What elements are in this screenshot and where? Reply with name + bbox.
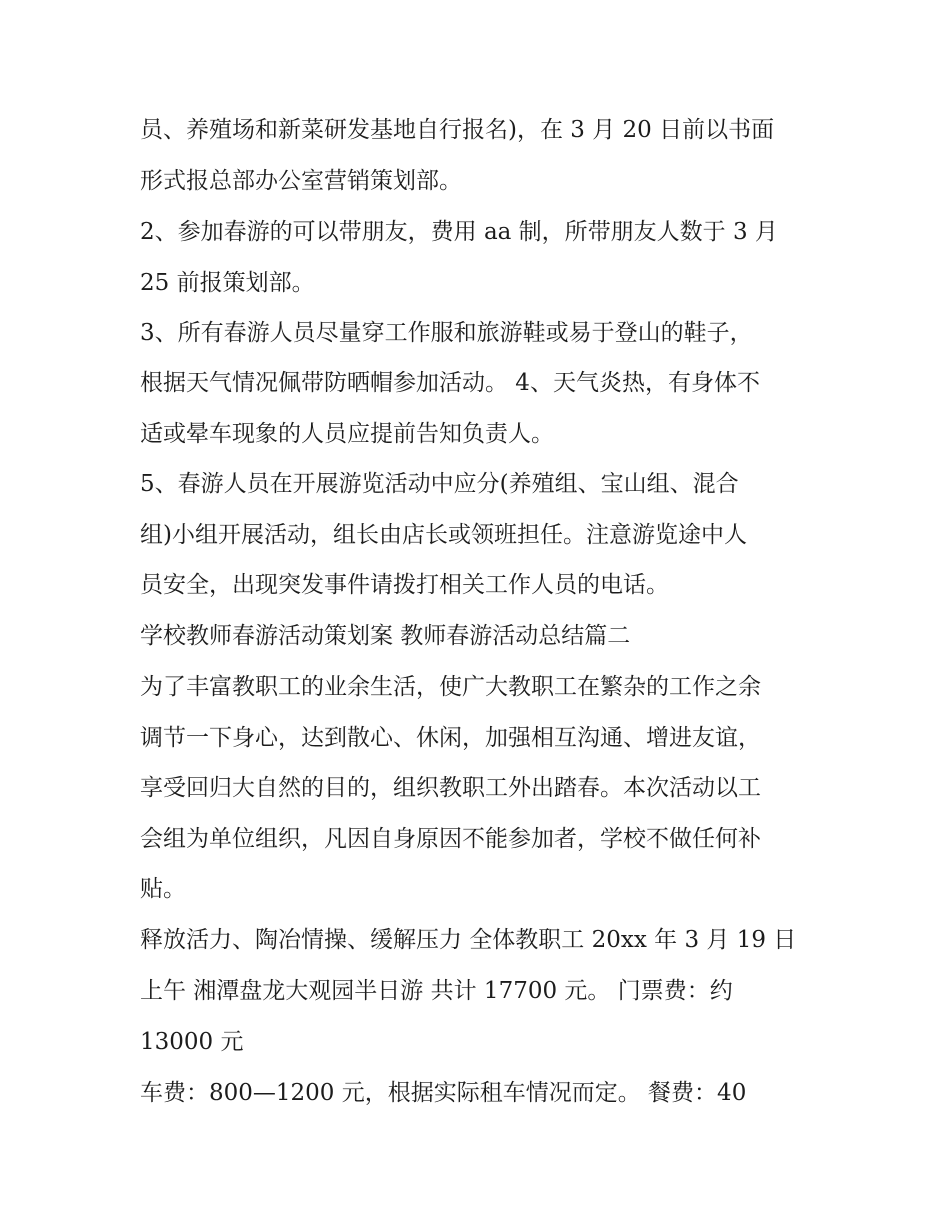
text-line: 车费：800—1200 元，根据实际租车情况而定。 餐费：40 bbox=[140, 1080, 747, 1106]
text-line: 13000 元 bbox=[140, 1029, 244, 1055]
text-line: 适或晕车现象的人员应提前告知负责人。 bbox=[140, 421, 554, 447]
text-line: 25 前报策划部。 bbox=[140, 270, 315, 296]
text-line: 组)小组开展活动，组长由店长或领班担任。注意游览途中人 bbox=[140, 522, 747, 548]
text-line: 调节一下身心，达到散心、休闲，加强相互沟通、增进友谊， bbox=[140, 725, 761, 751]
text-line: 享受回归大自然的目的，组织教职工外出踏春。本次活动以工 bbox=[140, 775, 761, 801]
text-line: 释放活力、陶冶情操、缓解压力 全体教职工 20xx 年 3 月 19 日 bbox=[140, 927, 797, 953]
text-line: 5、春游人员在开展游览活动中应分(养殖组、宝山组、混合 bbox=[140, 471, 739, 497]
text-line: 上午 湘潭盘龙大观园半日游 共计 17700 元。 门票费：约 bbox=[140, 978, 733, 1004]
text-line: 形式报总部办公室营销策划部。 bbox=[140, 168, 462, 194]
text-line: 根据天气情况佩带防晒帽参加活动。 4、天气炎热，有身体不 bbox=[140, 370, 760, 396]
text-line: 贴。 bbox=[140, 876, 186, 902]
section-heading: 学校教师春游活动策划案 教师春游活动总结篇二 bbox=[140, 623, 631, 649]
text-line: 会组为单位组织，凡因自身原因不能参加者，学校不做任何补 bbox=[140, 826, 761, 852]
text-line: 2、参加春游的可以带朋友，费用 aa 制，所带朋友人数于 3 月 bbox=[140, 219, 778, 245]
text-line: 员安全，出现突发事件请拨打相关工作人员的电话。 bbox=[140, 572, 669, 598]
text-line: 3、所有春游人员尽量穿工作服和旅游鞋或易于登山的鞋子， bbox=[140, 320, 753, 346]
text-line: 为了丰富教职工的业余生活，使广大教职工在繁杂的工作之余 bbox=[140, 674, 761, 700]
text-line: 员、养殖场和新菜研发基地自行报名)，在 3 月 20 日前以书面 bbox=[140, 117, 775, 143]
